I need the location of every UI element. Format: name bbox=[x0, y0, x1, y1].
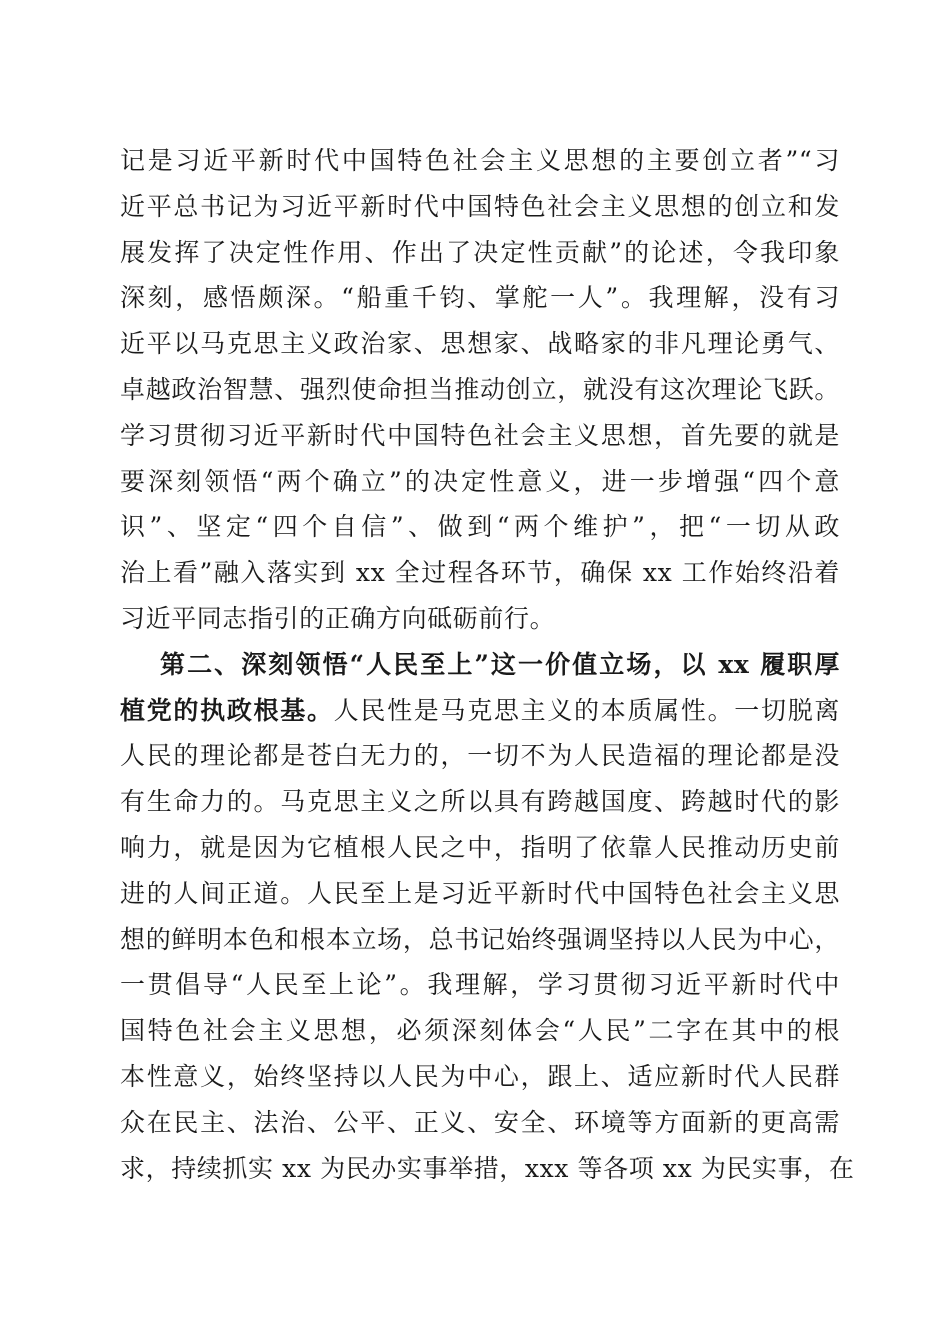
text-line bbox=[120, 184, 840, 230]
text-line bbox=[120, 596, 840, 642]
text-line bbox=[120, 504, 840, 550]
text-line bbox=[120, 825, 840, 871]
text-line bbox=[120, 917, 840, 963]
text-segment: 求，持续抓实 xx 为民办实事举措，xxx 等各项 xx 为民实事，在 bbox=[120, 1153, 855, 1183]
text-line bbox=[120, 1146, 855, 1192]
text-segment: 展发挥了决定性作用、作出了决定性贡献”的论述，令我印象 bbox=[120, 237, 840, 267]
text-segment: 深刻，感悟颇深。“船重千钧、掌舵一人”。我理解，没有习 bbox=[120, 283, 840, 313]
text-line bbox=[120, 459, 840, 505]
text-segment: 人民性是马克思主义的本质属性。一切脱离 bbox=[333, 695, 840, 725]
text-segment: 学习贯彻习近平新时代中国特色社会主义思想，首先要的就是 bbox=[120, 420, 840, 450]
text-line bbox=[120, 1100, 840, 1146]
text-line bbox=[120, 230, 840, 276]
bold-text-segment: 植党的执政根基。 bbox=[120, 695, 334, 725]
text-line bbox=[120, 367, 840, 413]
text-line bbox=[120, 1054, 840, 1100]
text-line bbox=[120, 321, 840, 367]
text-line bbox=[120, 550, 840, 596]
text-line bbox=[120, 779, 840, 825]
text-segment: 进的人间正道。人民至上是习近平新时代中国特色社会主义思 bbox=[120, 878, 840, 908]
text-line bbox=[120, 642, 840, 688]
text-line bbox=[120, 1008, 840, 1054]
text-segment: 卓越政治智慧、强烈使命担当推动创立，就没有这次理论飞跃。 bbox=[120, 374, 840, 404]
document-body bbox=[120, 138, 855, 1191]
text-line bbox=[120, 962, 840, 1008]
text-segment: 本性意义，始终坚持以人民为中心，跟上、适应新时代人民群 bbox=[120, 1061, 840, 1091]
text-segment: 一贯倡导“人民至上论”。我理解，学习贯彻习近平新时代中 bbox=[120, 970, 840, 1000]
text-segment: 众在民主、法治、公平、正义、安全、环境等方面新的更高需 bbox=[120, 1107, 840, 1137]
text-line bbox=[120, 413, 840, 459]
text-segment: 有生命力的。马克思主义之所以具有跨越国度、跨越时代的影 bbox=[120, 787, 840, 817]
text-segment: 人民的理论都是苍白无力的，一切不为人民造福的理论都是没 bbox=[120, 741, 840, 771]
bold-text-segment: 第二、深刻领悟“人民至上”这一价值立场，以 xx 履职厚 bbox=[160, 649, 840, 679]
text-segment: 要深刻领悟“两个确立”的决定性意义，进一步增强“四个意 bbox=[120, 466, 840, 496]
text-segment: 国特色社会主义思想，必须深刻体会“人民”二字在其中的根 bbox=[120, 1016, 840, 1046]
text-segment: 近平总书记为习近平新时代中国特色社会主义思想的创立和发 bbox=[120, 191, 840, 221]
text-segment: 近平以马克思主义政治家、思想家、战略家的非凡理论勇气、 bbox=[120, 329, 840, 359]
text-line bbox=[120, 275, 840, 321]
text-line bbox=[120, 138, 840, 184]
text-segment: 治上看”融入落实到 xx 全过程各环节，确保 xx 工作始终沿着 bbox=[120, 558, 840, 588]
text-segment: 识”、坚定“四个自信”、做到“两个维护”，把“一切从政 bbox=[120, 512, 840, 542]
text-line bbox=[120, 688, 840, 734]
text-segment: 记是习近平新时代中国特色社会主义思想的主要创立者”“习 bbox=[120, 146, 840, 175]
text-segment: 习近平同志指引的正确方向砥砺前行。 bbox=[120, 603, 556, 633]
text-segment: 想的鲜明本色和根本立场，总书记始终强调坚持以人民为中心， bbox=[120, 924, 840, 954]
text-segment: 响力，就是因为它植根人民之中，指明了依靠人民推动历史前 bbox=[120, 832, 840, 862]
text-line bbox=[120, 733, 840, 779]
text-line bbox=[120, 871, 840, 917]
